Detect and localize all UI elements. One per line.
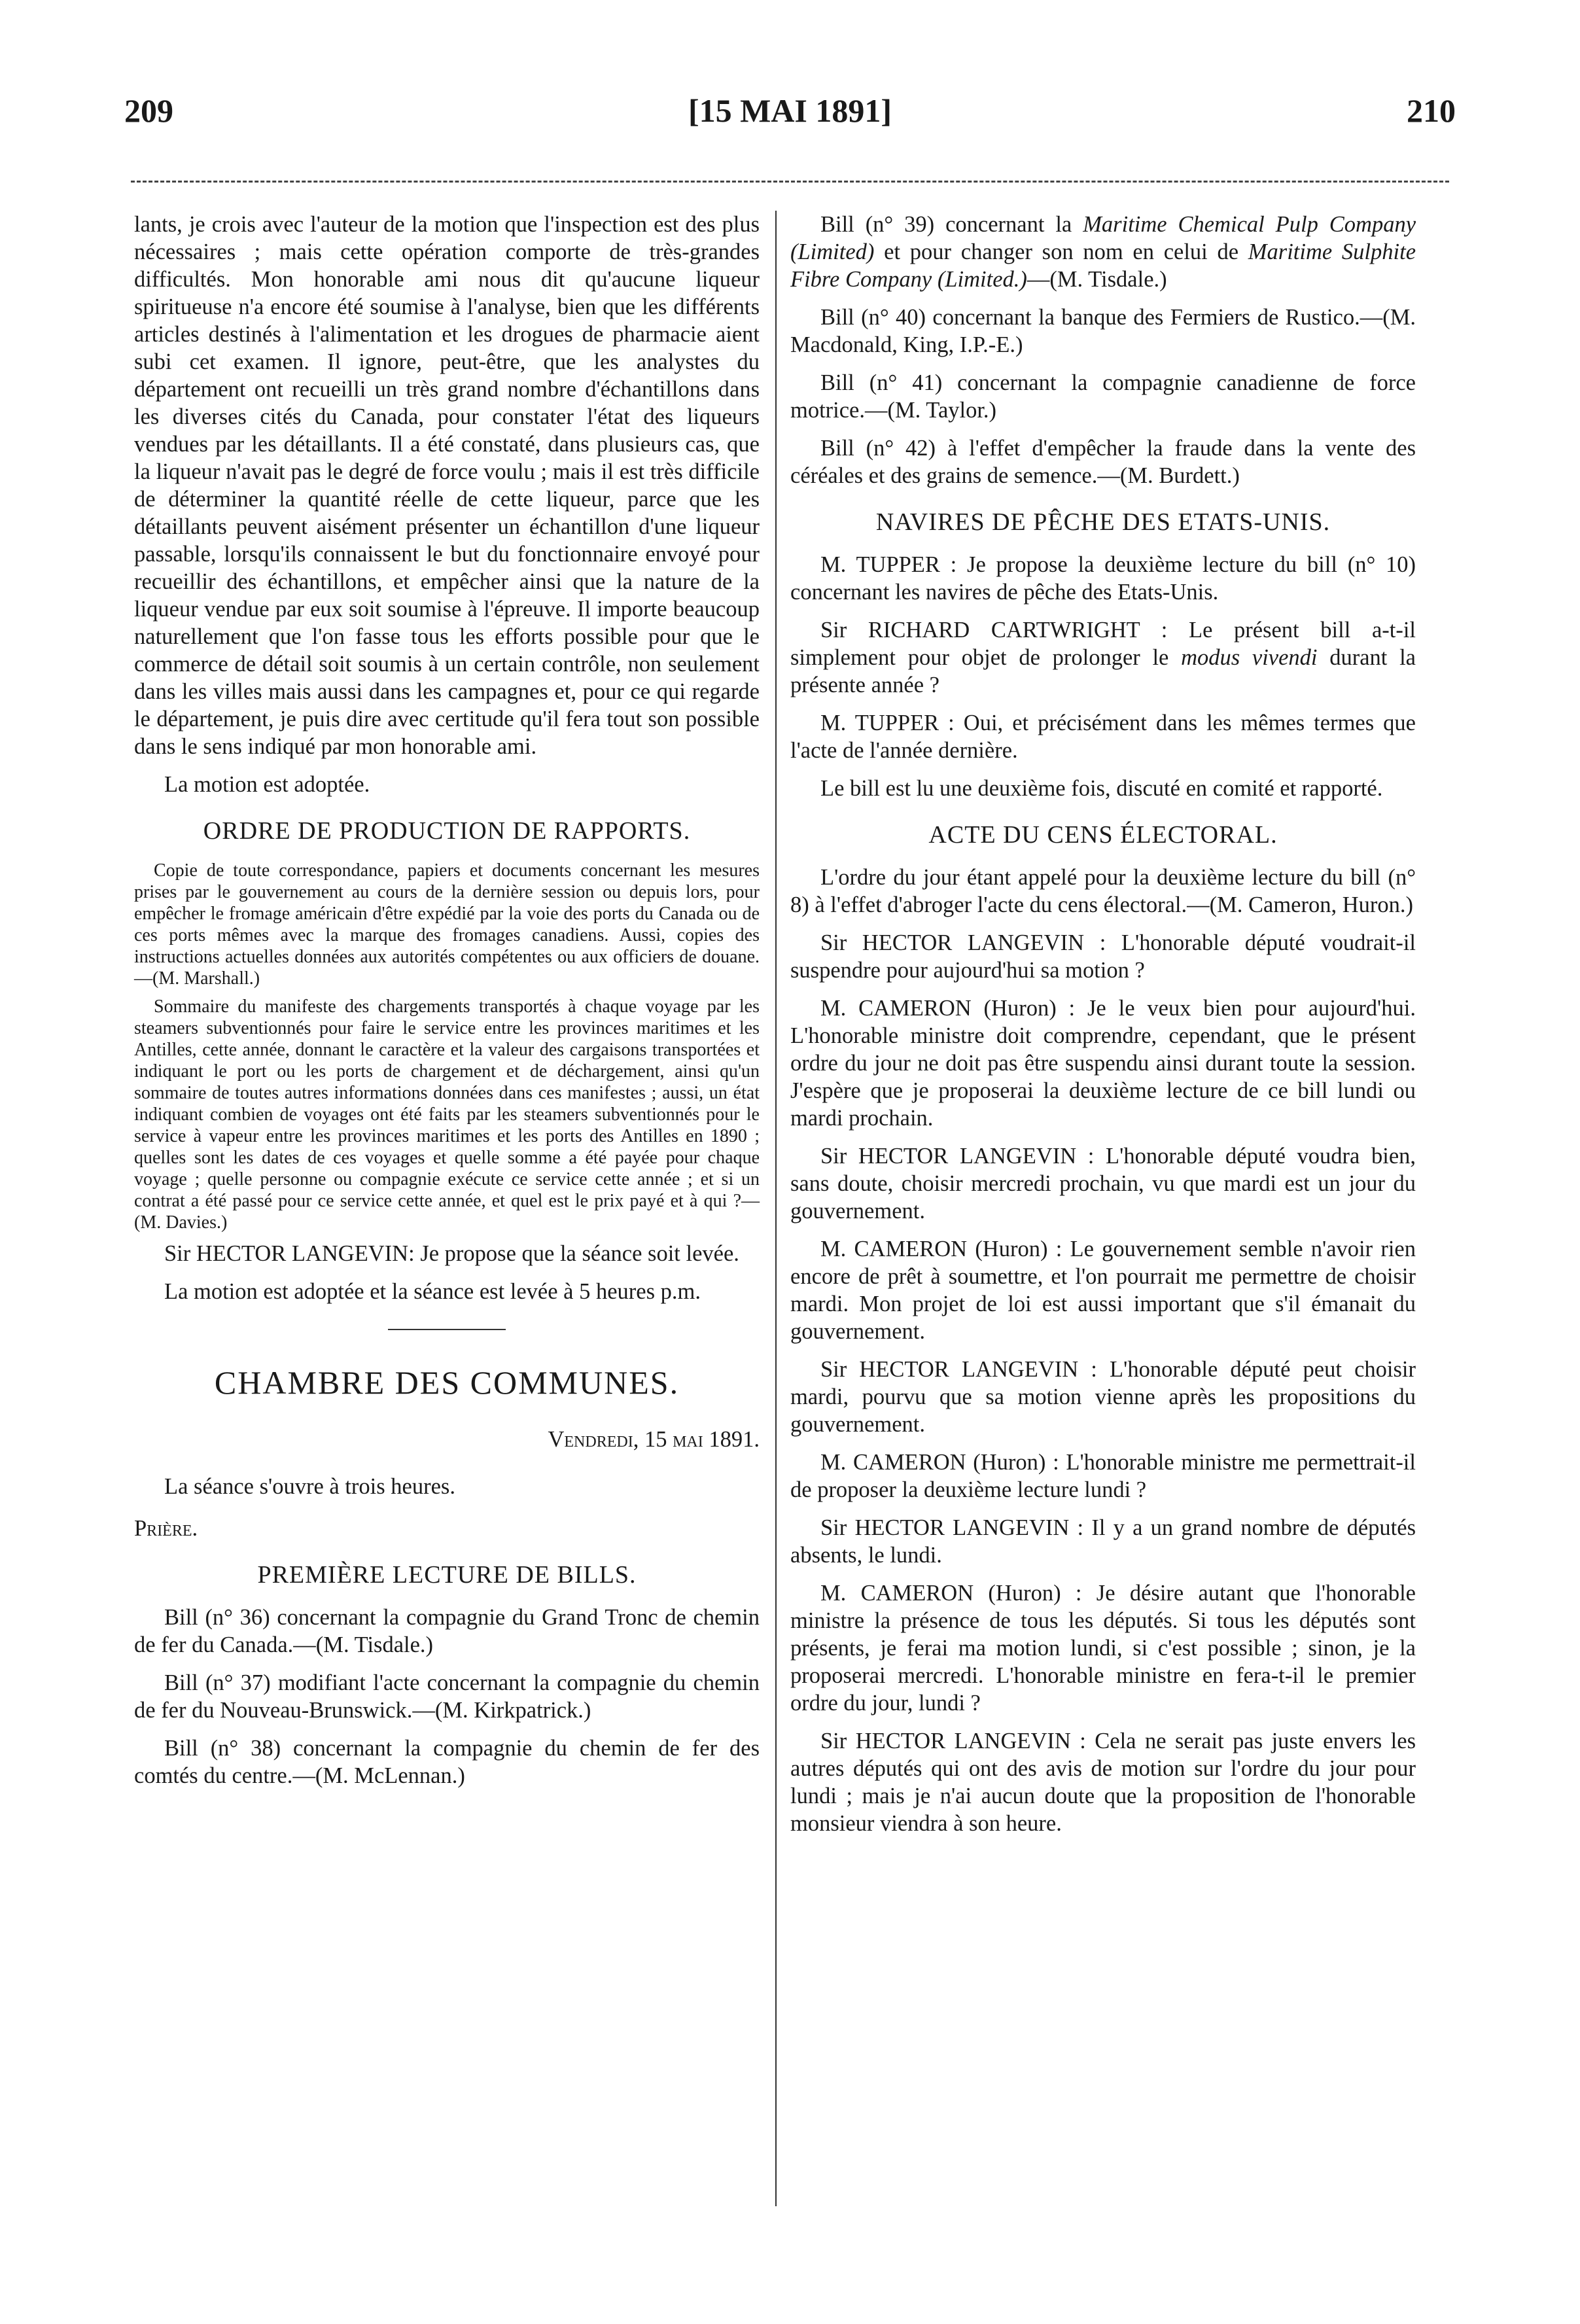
speech-text: L'honorable député voudra bien, sans doute, choisir mercredi prochain, vu que mardi est un jour du gouvernement. [790,1144,1416,1224]
speech-text: durant la présente année ? [790,645,1416,697]
paragraph: La motion est adoptée. [164,772,370,797]
speech-text: Je propose que la séance soit levée. [414,1241,739,1266]
section-separator [388,1329,506,1330]
speech-text: Oui, et précisément dans les mêmes termes que l'acte de l'année dernière. [790,711,1416,763]
speech-text: Le présent bill a-t-il simplement pour objet de prolonger le [790,618,1416,670]
speech-text: Je propose la deuxième lecture du bill (n° 10) concernant les navires de pêche des Etats-Unis. [790,552,1416,605]
speech-text: Le gouvernement semble n'avoir rien encore de prêt à soumettre, et l'on pourrait me permettre de choisir mardi. Mon projet de loi est aussi important que s'il émanait du gouvernement. [790,1237,1416,1344]
paragraph [790,1235,1416,1345]
right-column [790,211,1416,1848]
speaker-name: M. TUPPER : [820,711,955,735]
text-run: et pour changer son nom en celui de [874,239,1248,264]
text-run: —(M. Tisdale.) [1027,267,1167,292]
speaker-name: Sir RICHARD CARTWRIGHT : [820,618,1168,643]
speaker-name: Sir HECTOR LANGEVIN : [820,1729,1086,1753]
paragraph [790,1449,1416,1504]
paragraph [790,551,1416,606]
bill-entry: Bill (n° 42) à l'effet d'empêcher la fraude dans la vente des céréales et des grains de semence.—(M. Burdett.) [790,436,1416,488]
paragraph: Le bill est lu une deuxième fois, discuté en comité et rapporté. [820,776,1383,801]
speech-text: Cela ne serait pas juste envers les autres députés qui ont des avis de motion sur l'ordre du jour pour lundi ; mais je n'ai aucun doute que la proposition de l'honorable monsieur viendra à son heure. [790,1729,1416,1836]
paragraph: lants, je crois avec l'auteur de la motion que l'inspection est des plus nécessaires ; mais cette opération comporte de très-grandes difficultés. Mon honorable ami nous dit qu'aucune liqueur spiritueuse n'a encore été soumise à l'analyse, bien que les différents articles destinés à l'alimentation et les drogues de pharmacie aient subi cet examen. Il ignore, peut-être, que les analystes du département ont recueilli un très grand nombre d'échantillons dans les diverses cités du Canada, pour constater l'état des liqueurs vendues par les détaillants. Il a été constaté, dans plusieurs cas, que la liqueur n'avait pas le degré de force voulu ; mais il est très difficile de déterminer la quantité réelle de cette liqueur, parce que les détaillants peuvent aisément présenter un échantillon d'une liqueur passable, lorsqu'ils connaissent le but du fonctionnaire envoyé pour recueillir des échantillons, et empêcher ainsi que la nature de la liqueur vendue par eux soit soumise à l'épreuve. Il importe beaucoup naturellement que l'on fasse tous les efforts possible pour que le commerce de détail soit soumis à un certain contrôle, non seulement dans les villes mais aussi dans les campagnes et, pour ce qui regarde le département, je puis dire avec certitude qu'il fera tout son possible dans le sens indiqué par mon honorable ami. [134,212,760,759]
order-item: Copie de toute correspondance, papiers et documents concernant les mesures prises par le gouvernement au cours de la dernière session ou depuis lors, pour empêcher le fromage américain d'être expédié par la voie des ports du Canada ou de ces ports mêmes avec la marque des fromages canadiens. Aussi, copies des instructions actuelles données aux autorités compétentes ou aux officiers de douane.—(M. Marshall.) [134,860,760,989]
company-name: Maritime Chemical Pulp Company (Limited) [790,212,1416,264]
section-heading: NAVIRES DE PÊCHE DES ETATS-UNIS. [875,508,1331,536]
speaker-name: M. CAMERON (Huron) : [820,996,1076,1021]
speech-text: Il y a un grand nombre de députés absents, le lundi. [790,1515,1416,1568]
paragraph [790,1142,1416,1225]
page-header [124,92,1456,144]
section-heading: PREMIÈRE LECTURE DE BILLS. [257,1561,637,1589]
speaker-name: M. CAMERON (Huron) : [820,1450,1059,1475]
paragraph [790,616,1416,699]
paragraph: L'ordre du jour étant appelé pour la deuxième lecture du bill (n° 8) à l'effet d'abroger l'acte du cens électoral.—(M. Cameron, Huron.) [790,865,1416,917]
section-heading: ORDRE DE PRODUCTION DE RAPPORTS. [203,817,691,845]
bill-entry [790,211,1416,293]
paragraph [790,1514,1416,1569]
speaker-name: Sir HECTOR LANGEVIN : [820,1357,1097,1382]
speaker-name: Sir HECTOR LANGEVIN : [820,1515,1084,1540]
bill-entry: Bill (n° 38) concernant la compagnie du chemin de fer des comtés du centre.—(M. McLennan.) [134,1736,760,1788]
speech-text: L'honorable ministre me permettrait-il de proposer la deuxième lecture lundi ? [790,1450,1416,1502]
paragraph: La motion est adoptée et la séance est levée à 5 heures p.m. [164,1279,701,1304]
speech-text: Je le veux bien pour aujourd'hui. L'honorable ministre doit comprendre, cependant, que le présent ordre du jour ne doit pas être suspendu ainsi durant toute la session. J'espère que je proposerai la deuxième lecture de ce bill lundi ou mardi prochain. [790,996,1416,1131]
paragraph [790,1579,1416,1717]
speaker-name: Sir HECTOR LANGEVIN : [820,930,1106,955]
prayer-label: Prière. [134,1516,198,1541]
speaker-name: M. TUPPER : [820,552,957,577]
speaker-name: Sir HECTOR LANGEVIN : [820,1144,1095,1169]
bill-entry: Bill (n° 36) concernant la compagnie du Grand Tronc de chemin de fer du Canada.—(M. Tisdale.) [134,1605,760,1657]
speech-text: L'honorable député voudrait-il suspendre pour aujourd'hui sa motion ? [790,930,1416,983]
column-divider [775,211,777,2206]
sitting-date: Vendredi, 15 mai 1891. [548,1427,760,1452]
left-column [134,211,760,1800]
bill-entry: Bill (n° 41) concernant la compagnie canadienne de force motrice.—(M. Taylor.) [790,370,1416,423]
left-page-number: 209 [124,92,173,129]
bill-entry: Bill (n° 40) concernant la banque des Fermiers de Rustico.—(M. Macdonald, King, I.P.-E.) [790,305,1416,357]
company-name: Maritime Sulphite Fibre Company (Limited.) [790,239,1416,292]
paragraph [790,995,1416,1132]
paragraph [790,929,1416,984]
paragraph [134,1240,760,1267]
speaker-name: M. CAMERON (Huron) : [820,1581,1082,1606]
section-heading: ACTE DU CENS ÉLECTORAL. [928,821,1278,849]
latin-term: modus vivendi [1181,645,1318,670]
paragraph [790,709,1416,764]
speaker-name: M. CAMERON (Huron) : [820,1237,1062,1261]
header-date: [15 MAI 1891] [688,92,892,129]
paragraph [790,1356,1416,1438]
speech-text: Je désire autant que l'honorable ministre la présence de tous les députés. Si tous les députés sont présents, je ferai ma motion lundi, si c'est possible ; sinon, je la proposerai mercredi. L'honorable ministre en fera-t-il le premier ordre du jour, lundi ? [790,1581,1416,1716]
speaker-name: Sir HECTOR LANGEVIN: [164,1241,415,1266]
bill-entry: Bill (n° 37) modifiant l'acte concernant la compagnie du chemin de fer du Nouveau-Brunswick.—(M. Kirkpatrick.) [134,1670,760,1723]
header-rule [131,181,1449,183]
speech-text: L'honorable député peut choisir mardi, pourvu que sa motion vienne après les propositions du gouvernement. [790,1357,1416,1437]
text-run: Bill (n° 39) concernant la [820,212,1083,237]
chamber-title: CHAMBRE DES COMMUNES. [214,1364,680,1401]
paragraph: La séance s'ouvre à trois heures. [164,1474,455,1499]
right-page-number: 210 [1407,92,1456,129]
order-item: Sommaire du manifeste des chargements transportés à chaque voyage par les steamers subventionnés pour faire le service entre les provinces maritimes et les Antilles, cette année, donnant le caractère et la valeur des cargaisons transportées et indiquant le port ou les ports de chargement et de déchargement, ainsi qu'un sommaire de toutes autres informations données dans ces manifestes ; aussi, un état indiquant combien de voyages ont été faits par les steamers subventionnés pour le service à vapeur entre les provinces maritimes et les ports des Antilles en 1890 ; quelles sont les dates de ces voyages et quelle somme a été payée pour chaque voyage ; quelle personne ou compagnie exécute ce service cette année ; et si un contrat a été passé pour ce service cette année, et quel est le prix payé et à qui ?—(M. Davies.) [134,996,760,1233]
paragraph [790,1727,1416,1837]
